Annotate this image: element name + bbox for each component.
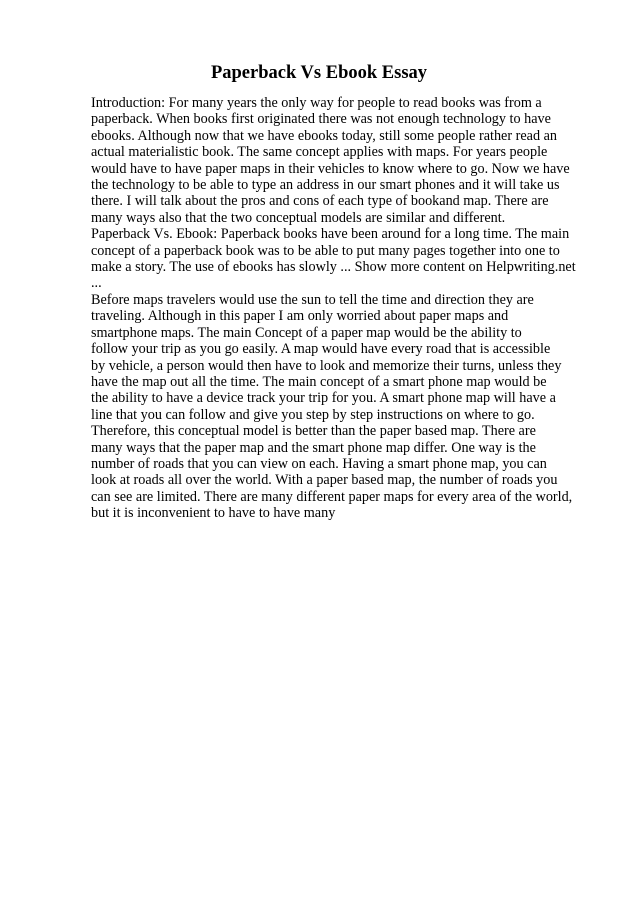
body-line: by vehicle, a person would then have to look and memorize their turns, unless they — [91, 357, 562, 374]
body-line: would have to have paper maps in their vehicles to know where to go. Now we have — [91, 160, 570, 177]
body-line: Before maps travelers would use the sun to tell the time and direction they are — [91, 291, 534, 308]
body-line: but it is inconvenient to have to have many — [91, 505, 336, 522]
body-line: line that you can follow and give you step by step instructions on where to go. — [91, 406, 535, 423]
body-line: actual materialistic book. The same concept applies with maps. For years people — [91, 144, 548, 161]
body-line: have the map out all the time. The main concept of a smart phone map would be — [91, 373, 547, 390]
document-body — [91, 95, 591, 522]
body-line: traveling. Although in this paper I am only worried about paper maps and — [91, 308, 509, 325]
body-line: Therefore, this conceptual model is better than the paper based map. There are — [91, 423, 536, 440]
body-line: paperback. When books first originated there was not enough technology to have — [91, 111, 551, 128]
body-line: the technology to be able to type an address in our smart phones and it will take us — [91, 177, 560, 194]
body-line: there. I will talk about the pros and cons of each type of bookand map. There are — [91, 193, 549, 210]
body-line: can see are limited. There are many different paper maps for every area of the world, — [91, 488, 573, 505]
body-line: Paperback Vs. Ebook: Paperback books have been around for a long time. The main — [91, 226, 570, 243]
body-line: many ways also that the two conceptual models are similar and different. — [91, 209, 506, 226]
document-title: Paperback Vs Ebook Essay — [210, 63, 428, 83]
body-line: number of roads that you can view on each. Having a smart phone map, you can — [91, 455, 547, 472]
body-line: concept of a paperback book was to be able to put many pages together into one to — [91, 242, 560, 259]
body-line: ebooks. Although now that we have ebooks today, still some people rather read an — [91, 127, 557, 144]
body-line: smartphone maps. The main Concept of a paper map would be the ability to — [91, 324, 522, 341]
body-line: the ability to have a device track your trip for you. A smart phone map will have a — [91, 390, 556, 407]
body-line: Introduction: For many years the only way for people to read books was from a — [91, 95, 542, 111]
body-line: look at roads all over the world. With a paper based map, the number of roads you — [91, 472, 558, 489]
body-line: make a story. The use of ebooks has slowly ... Show more content on Helpwriting.net — [91, 259, 576, 276]
body-line: ... — [91, 275, 102, 292]
body-line: many ways that the paper map and the smart phone map differ. One way is the — [91, 439, 536, 456]
body-line: follow your trip as you go easily. A map would have every road that is accessible — [91, 341, 551, 358]
